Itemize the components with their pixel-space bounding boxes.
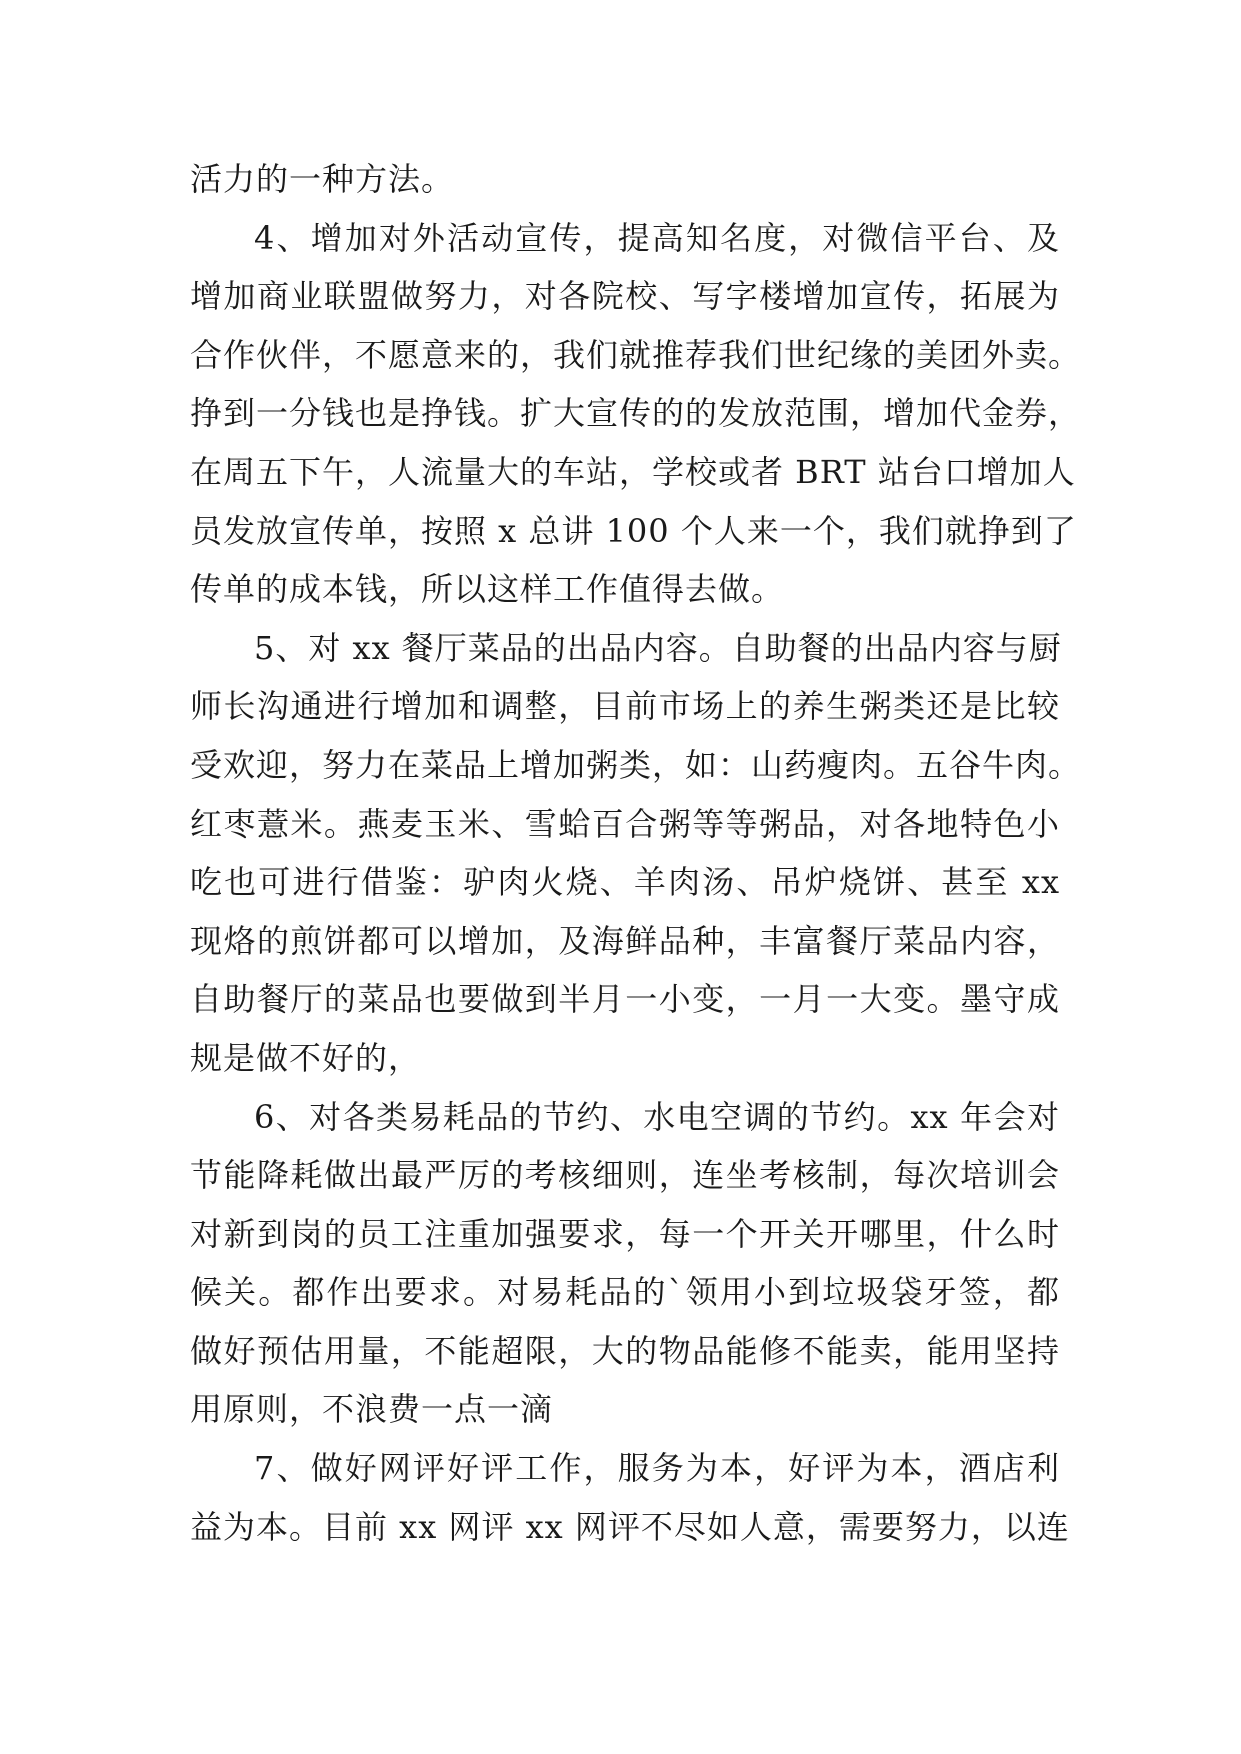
text-line: 师长沟通进行增加和调整，目前市场上的养生粥类还是比较 — [190, 687, 1060, 726]
text-line: 在周五下午，人流量大的车站，学校或者 BRT 站台口增加人 — [190, 452, 1076, 491]
text-line: 候关。都作出要求。对易耗品的`领用小到垃圾袋牙签，都 — [190, 1273, 1060, 1312]
text-line: 合作伙伴，不愿意来的，我们就推荐我们世纪缘的美团外卖。 — [190, 335, 1082, 374]
text-line: 对新到岗的员工注重加强要求，每一个开关开哪里，什么时 — [190, 1214, 1060, 1253]
paragraph-intro-fragment — [190, 150, 1060, 209]
paragraph-item-4 — [190, 209, 1082, 619]
text-line: 4、增加对外活动宣传，提高知名度，对微信平台、及 — [254, 218, 1060, 257]
text-line: 用原则，不浪费一点一滴 — [190, 1390, 554, 1429]
text-line: 传单的成本钱，所以这样工作值得去做。 — [190, 570, 785, 609]
text-line: 现烙的煎饼都可以增加，及海鲜品种，丰富餐厅菜品内容， — [190, 921, 1060, 960]
text-line: 员发放宣传单，按照 x 总讲 100 个人来一个，我们就挣到了 — [190, 511, 1077, 550]
document-body — [190, 150, 1082, 1556]
text-line: 规是做不好的， — [190, 1038, 422, 1077]
text-line: 益为本。目前 xx 网评 xx 网评不尽如人意，需要努力，以连 — [190, 1507, 1070, 1546]
paragraph-item-6 — [190, 1088, 1060, 1440]
paragraph-item-7 — [190, 1439, 1070, 1556]
text-line: 挣到一分钱也是挣钱。扩大宣传的的发放范围，增加代金券， — [190, 394, 1082, 433]
text-line: 增加商业联盟做努力，对各院校、写字楼增加宣传，拓展为 — [190, 277, 1060, 316]
text-line: 做好预估用量，不能超限，大的物品能修不能卖，能用坚持 — [190, 1331, 1060, 1370]
text-line: 吃也可进行借鉴：驴肉火烧、羊肉汤、吊炉烧饼、甚至 xx — [190, 863, 1060, 902]
text-line: 节能降耗做出最严厉的考核细则，连坐考核制，每次培训会 — [190, 1156, 1060, 1195]
text-line: 受欢迎，努力在菜品上增加粥类，如：山药瘦肉。五谷牛肉。 — [190, 745, 1082, 784]
paragraph-item-5 — [190, 619, 1082, 1088]
text-line: 6、对各类易耗品的节约、水电空调的节约。xx 年会对 — [254, 1097, 1060, 1136]
text-line: 7、做好网评好评工作，服务为本，好评为本，酒店利 — [254, 1449, 1060, 1488]
text-line: 自助餐厅的菜品也要做到半月一小变，一月一大变。墨守成 — [190, 980, 1060, 1019]
text-line: 活力的一种方法。 — [190, 160, 455, 198]
text-line: 红枣薏米。燕麦玉米、雪蛤百合粥等等粥品，对各地特色小 — [190, 804, 1060, 843]
text-line: 5、对 xx 餐厅菜品的出品内容。自助餐的出品内容与厨 — [254, 628, 1062, 667]
